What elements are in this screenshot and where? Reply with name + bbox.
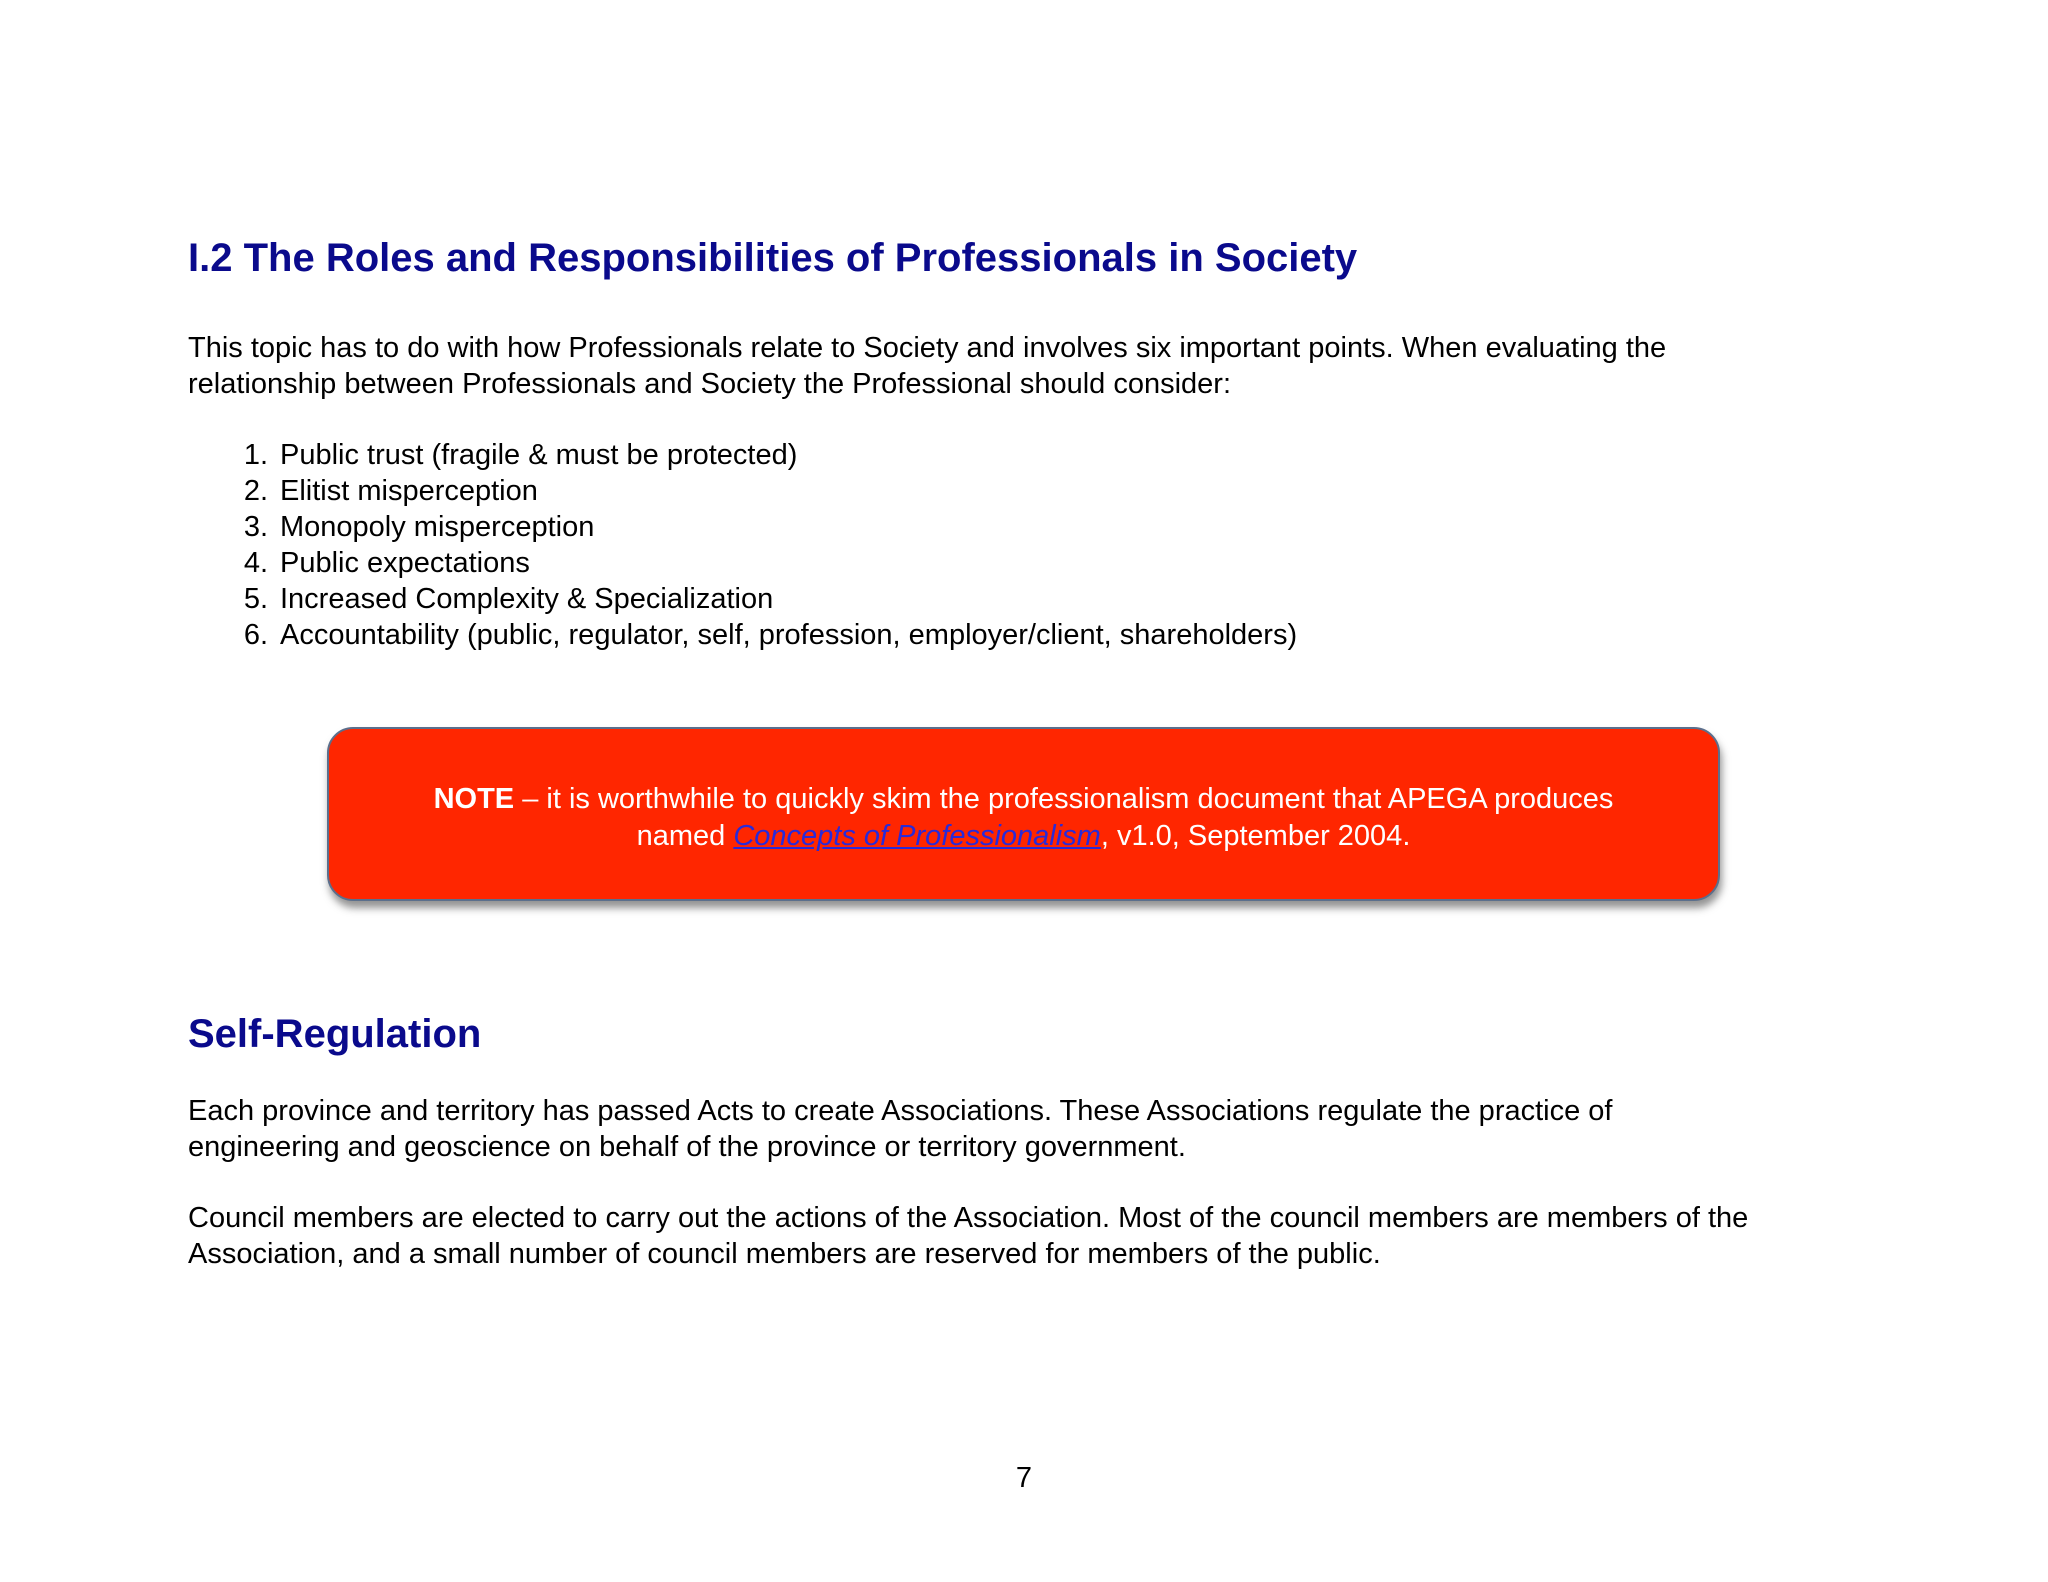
note-label: NOTE: [433, 783, 515, 815]
note-line-1: – it is worthwhile to quickly skim the professionalism document that APEGA produces: [514, 783, 1614, 815]
self-regulation-paragraph-2: [188, 1200, 1908, 1272]
list-item-text: Elitist misperception: [280, 475, 538, 507]
paragraph-line: Council members are elected to carry out the actions of the Association. Most of the council members are members of the: [188, 1202, 1749, 1234]
list-item: [228, 473, 1297, 509]
intro-line-2: relationship between Professionals and Society the Professional should consider:: [188, 368, 1232, 400]
list-item-text: Increased Complexity & Specialization: [280, 583, 774, 615]
note-line-2-suffix: , v1.0, September 2004.: [1100, 820, 1411, 852]
list-item-text: Monopoly misperception: [280, 511, 595, 543]
self-regulation-heading: Self-Regulation: [188, 1012, 482, 1056]
page-number: 7: [1015, 1462, 1033, 1494]
list-item-text: Accountability (public, regulator, self, profession, employer/client, shareholders): [280, 619, 1298, 651]
list-item-text: Public expectations: [280, 547, 530, 579]
list-item: [228, 617, 1297, 653]
list-item-text: Public trust (fragile & must be protected): [280, 439, 798, 471]
list-item-number: 1.: [243, 439, 268, 471]
paragraph-line: Association, and a small number of council members are reserved for members of the public.: [188, 1238, 1381, 1270]
list-item-number: 5.: [243, 583, 268, 615]
considerations-list: [228, 437, 1297, 653]
paragraph-line: engineering and geoscience on behalf of the province or territory government.: [188, 1131, 1186, 1163]
concepts-of-professionalism-link[interactable]: Concepts of Professionalism: [733, 820, 1101, 852]
note-text: [329, 781, 1718, 855]
paragraph-line: Each province and territory has passed Acts to create Associations. These Associations regulate the practice of: [188, 1095, 1613, 1127]
section-heading: I.2 The Roles and Responsibilities of Professionals in Society: [188, 236, 1358, 280]
list-item-number: 6.: [243, 619, 268, 651]
list-item-number: 2.: [243, 475, 268, 507]
intro-line-1: This topic has to do with how Professionals relate to Society and involves six important points. When evaluating the: [188, 332, 1667, 364]
intro-paragraph: [188, 330, 1908, 402]
list-item: [228, 437, 1297, 473]
list-item-number: 4.: [243, 547, 268, 579]
self-regulation-paragraph-1: [188, 1093, 1908, 1165]
list-item: [228, 509, 1297, 545]
list-item: [228, 545, 1297, 581]
list-item: [228, 581, 1297, 617]
note-line-2-prefix: named: [636, 820, 734, 852]
list-item-number: 3.: [243, 511, 268, 543]
note-callout: [327, 727, 1720, 901]
